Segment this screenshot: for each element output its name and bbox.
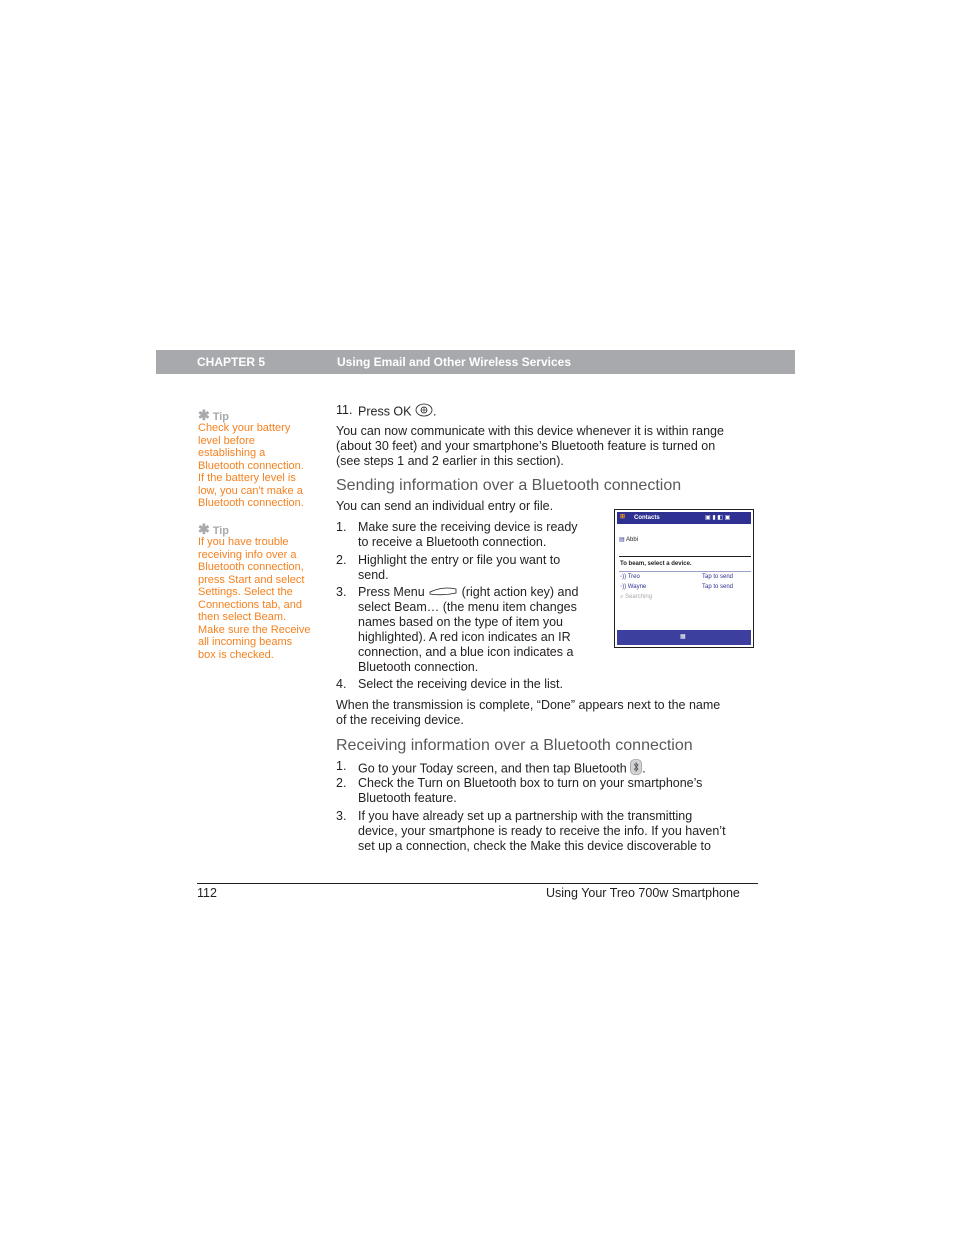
device-name: Treo	[627, 574, 640, 580]
windows-start-icon: ⊞	[620, 514, 626, 520]
step-line: highlighted). A red icon indicates an IR	[358, 630, 571, 645]
step-line: connection, and a blue icon indicates a	[358, 645, 574, 660]
beam-prompt: To beam, select a device.	[620, 561, 692, 567]
chapter-title: Using Email and Other Wireless Services	[337, 355, 571, 369]
tip-line: Bluetooth connection.	[198, 497, 304, 509]
step-text: Select the receiving device in the list.	[358, 677, 563, 691]
step-line: Check the Turn on Bluetooth box to turn on your smartphone’s	[358, 776, 703, 790]
step-line-part: Go to your Today screen, and then tap Bluetooth	[358, 761, 627, 776]
searching-row	[620, 594, 652, 601]
step-text	[358, 585, 598, 675]
step-line: Bluetooth feature.	[358, 791, 457, 805]
contact-name: Abbi	[626, 537, 639, 543]
device-name: Wayne	[627, 584, 647, 590]
tip-line: low, you can't make a	[198, 484, 303, 497]
step-text-content: Press OK	[358, 404, 412, 419]
step-number: 2.	[336, 776, 347, 790]
bluetooth-device-icon: ◦))	[620, 574, 627, 580]
done-paragraph	[336, 698, 766, 728]
tip-text	[198, 536, 318, 661]
step-line: send.	[358, 568, 389, 582]
tip-text	[198, 422, 318, 510]
step-line: Highlight the entry or file you want to	[358, 553, 561, 567]
step-line: to receive a Bluetooth connection.	[358, 535, 547, 549]
tip-line: Bluetooth connection,	[198, 561, 304, 573]
paragraph-line: (see steps 1 and 2 earlier in this section).	[336, 454, 564, 468]
tip-line: Bluetooth connection.	[198, 459, 304, 472]
step-line: set up a connection, check the Make this device discoverable to	[358, 839, 711, 853]
step-punct: .	[642, 761, 646, 776]
step-number: 3.	[336, 585, 347, 599]
tip-line: then select Beam.	[198, 611, 287, 623]
step-punct: .	[432, 404, 437, 419]
step-text	[358, 403, 436, 421]
step-line: select Beam… (the menu item changes	[358, 600, 577, 615]
ok-key-icon	[415, 403, 433, 421]
tap-to-send-link[interactable]: Tap to send	[702, 574, 734, 580]
tip-line: establishing a	[198, 447, 266, 459]
step-line: names based on the type of item you	[358, 615, 563, 630]
contact-row	[619, 537, 638, 544]
tap-to-send-link[interactable]: Tap to send	[702, 584, 734, 590]
asterisk-icon: ✱	[198, 521, 210, 537]
divider	[619, 556, 751, 557]
intro-paragraph	[336, 424, 766, 469]
tip-line: receiving info over a	[198, 548, 297, 561]
tip-line: If the battery level is	[198, 472, 296, 484]
step-line-part: Press Menu	[358, 585, 425, 599]
tip-line: Check your battery	[198, 422, 291, 434]
step-number: 2.	[336, 553, 347, 567]
step-line: Make sure the receiving device is ready	[358, 520, 578, 534]
page-number: 112	[197, 886, 217, 900]
device-row[interactable]	[620, 574, 640, 581]
asterisk-icon: ✱	[198, 407, 210, 423]
step-line	[358, 585, 598, 600]
chapter-label: CHAPTER 5	[197, 355, 266, 369]
tip-line: all incoming beams	[198, 636, 293, 648]
tip-line: Connections tab, and	[198, 598, 302, 611]
tip-line: level before	[198, 434, 255, 447]
tip-line: Settings. Select the	[198, 586, 293, 598]
searching-label: Searching	[625, 594, 653, 600]
beam-screenshot	[614, 509, 754, 648]
section-title-sending: Sending information over a Bluetooth connection	[336, 477, 682, 494]
screen-app-title: Contacts	[634, 515, 660, 521]
step-line: Bluetooth connection.	[358, 660, 479, 675]
tip-line: If you have trouble	[198, 536, 289, 548]
screen-bottombar	[617, 630, 751, 645]
tip-label: Tip	[212, 411, 230, 423]
step-line-part: (right action key) and	[461, 585, 579, 599]
contact-card-icon: ▤	[619, 537, 625, 543]
step-number: 1.	[336, 759, 347, 773]
bluetooth-device-icon: ◦))	[620, 584, 627, 590]
divider	[619, 571, 751, 572]
paragraph-line: (about 30 feet) and your smartphone’s Bluetooth feature is turned on	[336, 439, 716, 453]
tip-line: Make sure the Receive	[198, 623, 311, 636]
status-icons: ▣ ▮ ◧ ▣	[705, 515, 731, 521]
section-title-receiving: Receiving information over a Bluetooth connection	[336, 737, 693, 754]
step-number: 3.	[336, 809, 347, 823]
step-text	[358, 776, 758, 806]
sending-intro: You can send an individual entry or file.	[336, 499, 554, 513]
step-text	[358, 553, 560, 583]
tip-line: box is checked.	[198, 648, 274, 661]
step-line: device, your smartphone is ready to receive the info. If you haven’t	[358, 824, 726, 838]
step-number: 4.	[336, 677, 347, 691]
tip-label: Tip	[212, 525, 230, 537]
step-text	[358, 520, 578, 550]
search-icon: ⌕	[620, 594, 624, 600]
tip-line: press Start and select	[198, 573, 305, 586]
screen-titlebar	[617, 512, 751, 524]
step-number: 11.	[336, 403, 353, 417]
paragraph-line: of the receiving device.	[336, 713, 464, 727]
paragraph-line: When the transmission is complete, “Done” appears next to the name	[336, 698, 721, 712]
step-line: If you have already set up a partnership with the transmitting	[358, 809, 693, 823]
footer-rule	[197, 883, 758, 884]
keyboard-icon[interactable]: ▦	[680, 634, 686, 640]
book-title: Using Your Treo 700w Smartphone	[546, 886, 740, 900]
step-number: 1.	[336, 520, 347, 534]
paragraph-line: You can now communicate with this device whenever it is within range	[336, 424, 724, 438]
menu-key-icon	[428, 585, 458, 600]
device-row[interactable]	[620, 584, 646, 591]
step-text	[358, 809, 758, 854]
